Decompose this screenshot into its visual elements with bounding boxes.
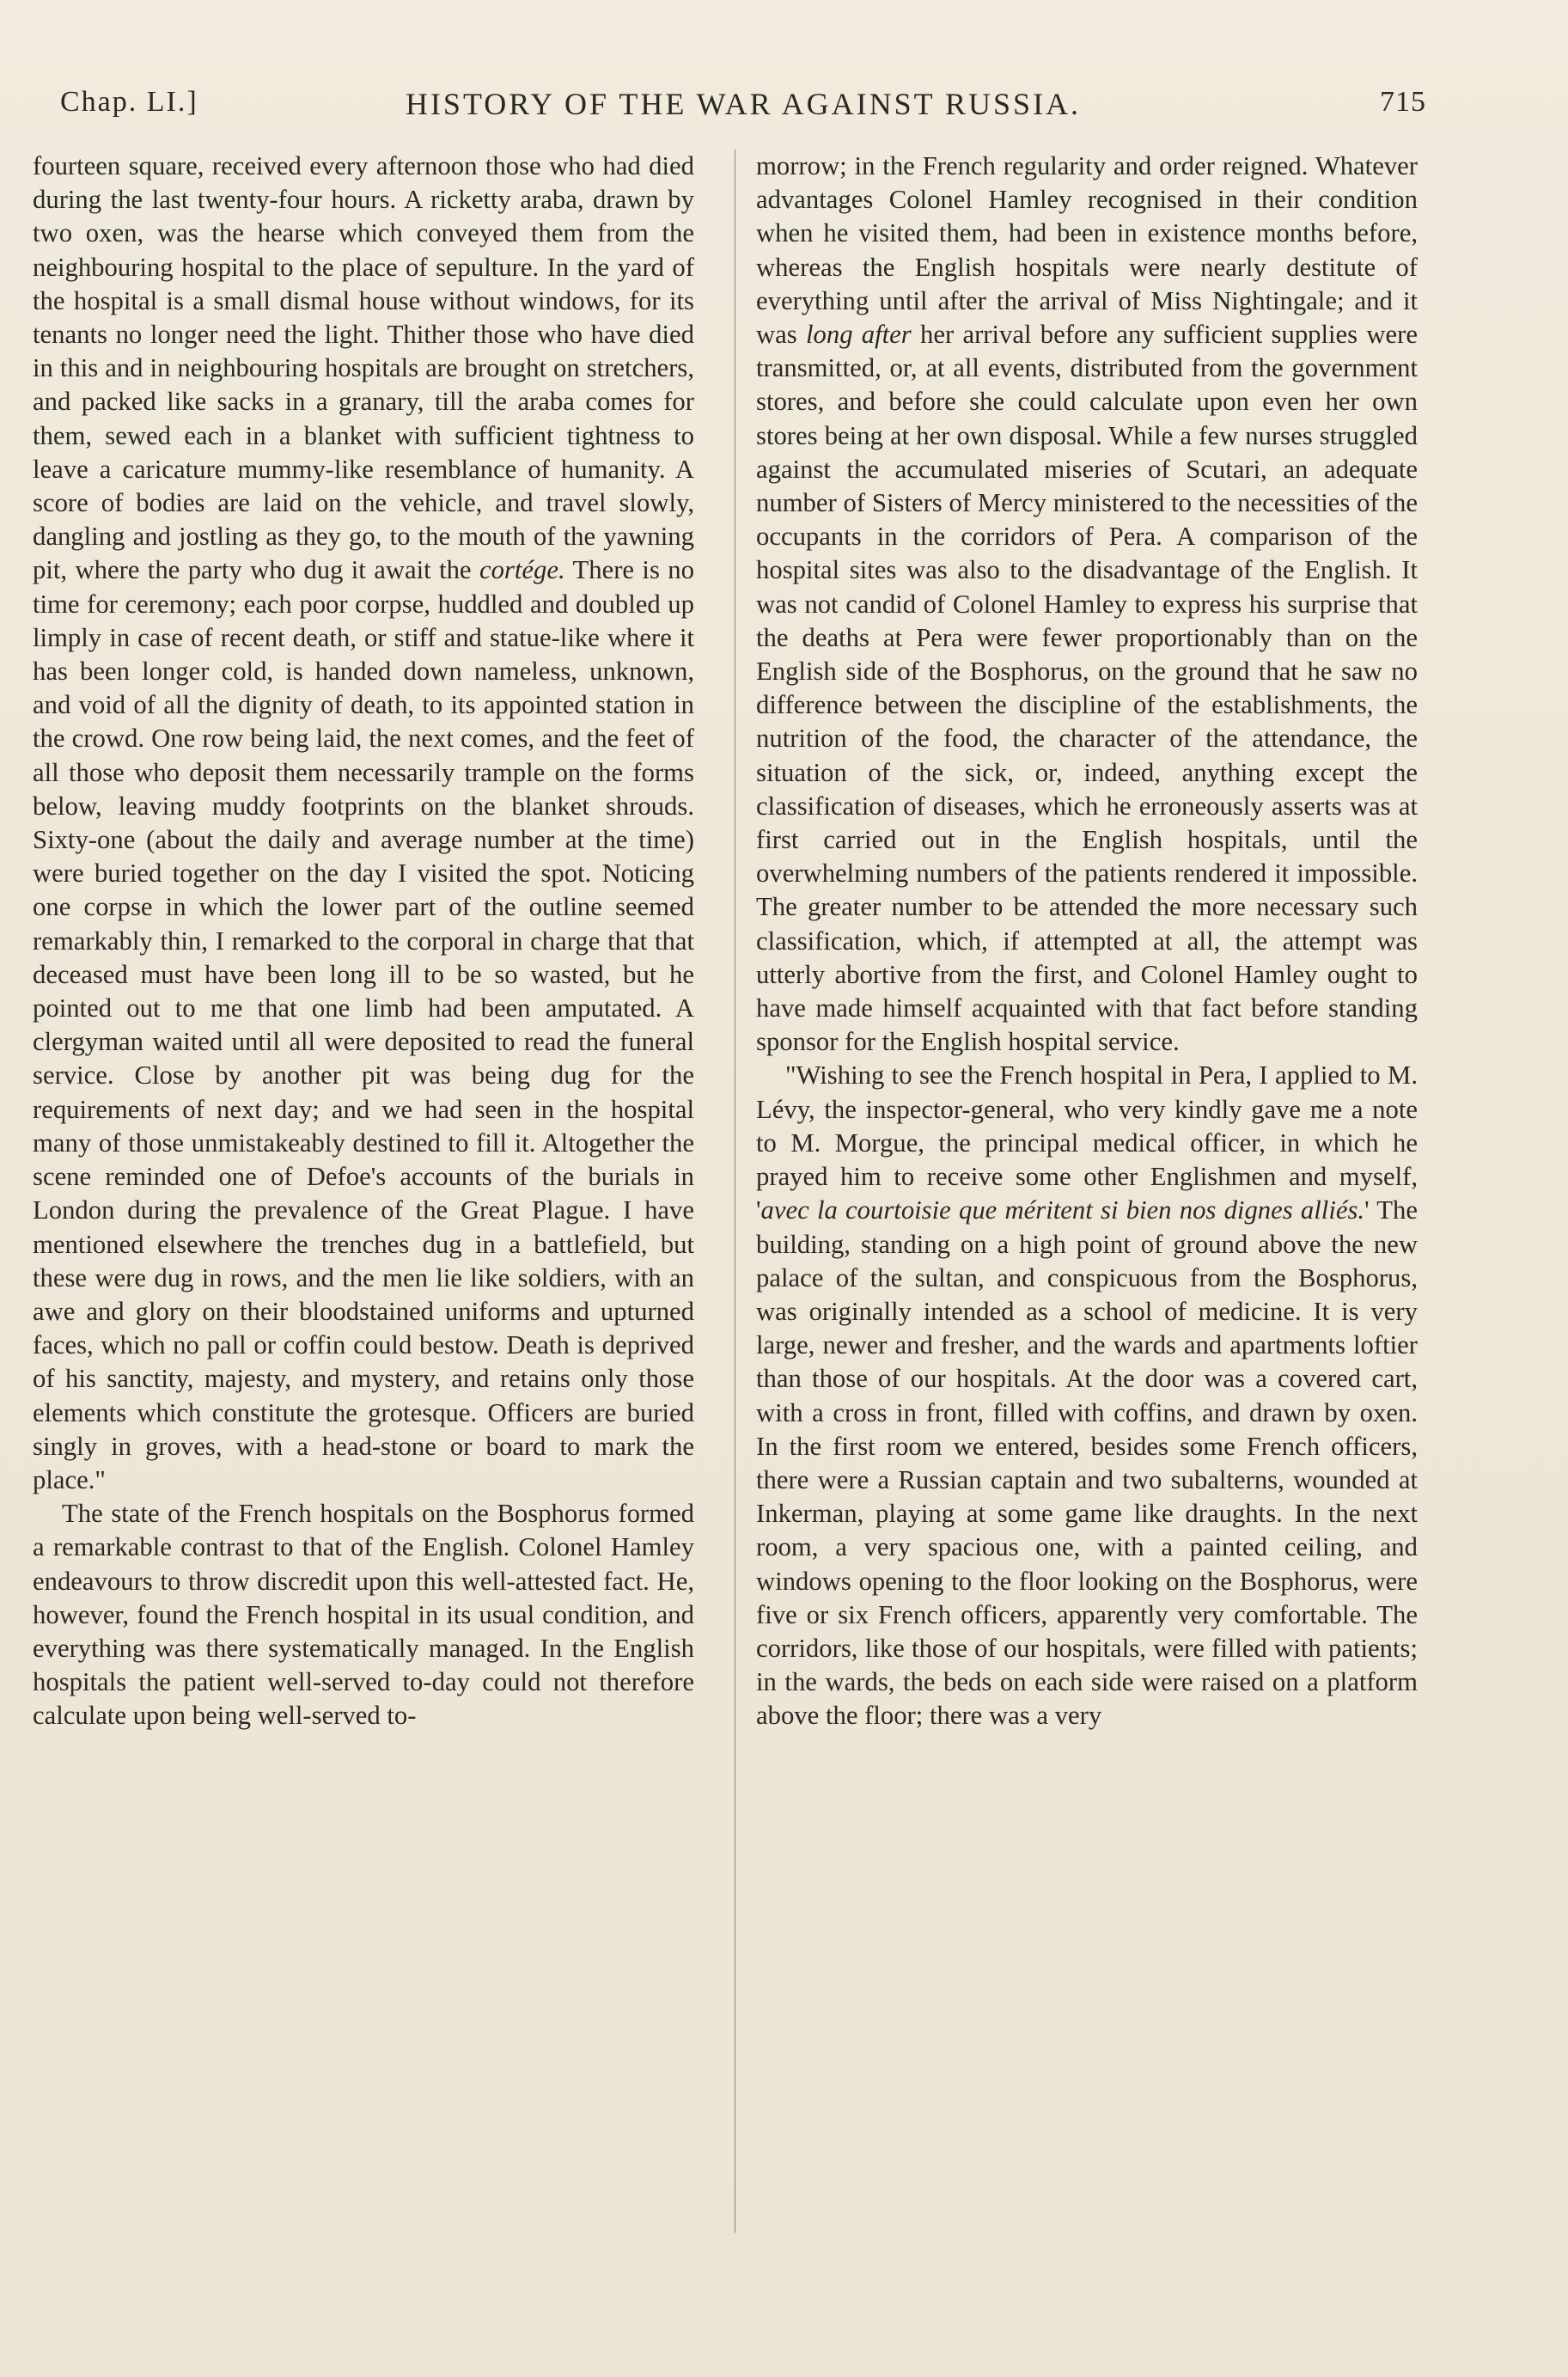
running-head: Chap. LI.]: [60, 86, 198, 118]
paragraph-text: fourteen square, received every afternoon those who had died during the last twenty-four hours. A ricketty araba, drawn by two oxen, was the hearse which conveyed them from the neighbouring hospital to the place of sepulture. In the yard of the hospital is a small dismal house without windows, for its tenants no longer need the light. Thither those who have died in this and in neighbouring hospitals are brought on stretchers, and packed like sacks in a granary, till the araba comes for them, sewed each in a blanket with sufficient tightness to leave a caricature mummy-like resemblance of humanity. A score of bodies are laid on the vehicle, and travel slowly, dangling and jostling as they go, to the mouth of the yawning pit, where the party who dug it await the: [33, 151, 694, 585]
italic-text: long after: [805, 320, 912, 350]
italic-text: avec la courtoisie que méritent si bien nos dignes alliés.: [760, 1195, 1365, 1225]
page-title: HISTORY OF THE WAR AGAINST RUSSIA.: [405, 87, 1082, 121]
paragraph: The state of the French hospitals on the Bosphorus formed a remarkable contrast to that of the English. Colonel Hamley endeavours to throw discredit upon this well-attested fact. He, however, found the French hospital in its usual condition, and everything was there systematically managed. In the English hospitals the patient well-served to-day could not therefore calculate upon being well-served to-: [33, 1499, 694, 1731]
paragraph-text: There is no time for ceremony; each poor corpse, huddled and doubled up limply in case of recent death, or stiff and statue-like where it has been longer cold, is handed down nameless, unknown, and void of all the dignity of death, to its appointed station in the crowd. One row being laid, the next comes, and the feet of all those who deposit them necessarily trample on the forms below, leaving muddy footprints on the blanket shrouds. Sixty-one (about the daily and average number at the time) were buried together on the day I visited the spot. Noticing one corpse in which the lower part of the outline seemed remarkably thin, I remarked to the corporal in charge that that deceased must have been long ill to be so wasted, but he pointed out to me that one limb had been amputated. A clergyman waited until all were deposited to read the funeral service. Close by another pit was being dug for the requirements of next day; and we had seen in the hospital many of those unmistakeably destined to fill it. Altogether the scene reminded one of Defoe's accounts of the burials in London during the prevalence of the Great Plague. I have mentioned elsewhere the trenches dug in a battlefield, but these were dug in rows, and the men lie like soldiers, with an awe and glory on their bloodstained uniforms and upturned faces, which no pall or coffin could bestow. Death is deprived of his sanctity, majesty, and mystery, and retains only those elements which constitute the grotesque. Officers are buried singly in groves, with a head-stone or board to mark the place.": [33, 555, 694, 1494]
paragraph-text: morrow; in the French regularity and order reigned. Whatever advantages Colonel Hamley recognised in their condition when he visited them, had been in existence months before, whereas the English hospitals were nearly destitute of everything until after the arrival of Miss Nightingale; and it was: [756, 151, 1418, 350]
paragraph: [33, 150, 694, 1497]
paragraph: [756, 150, 1418, 1059]
paragraph-text: ' The building, standing on a high point of ground above the new palace of the sultan, and conspicuous from the Bosphorus, was originally intended as a school of medicine. It is very large, newer and fresher, and the wards and apartments loftier than those of our hospitals. At the door was a covered cart, with a cross in front, filled with coffins, and drawn by oxen. In the first room we entered, besides some French officers, there were a Russian captain and two subalterns, wounded at Inkerman, playing at some game like draughts. In the next room, a very spacious one, with a painted ceiling, and windows opening to the floor looking on the Bosphorus, were five or six French officers, apparently very comfortable. The corridors, like those of our hospitals, were filled with patients; in the wards, the beds on each side were raised on a platform above the floor; there was a very: [756, 1195, 1418, 1731]
left-column: [33, 150, 694, 2229]
paragraph-text: her arrival before any sufficient supplies were transmitted, or, at all events, distributed from the government stores, and before she could calculate upon even her own stores being at her own disposal. While a few nurses struggled against the accumulated miseries of Scutari, an adequate number of Sisters of Mercy ministered to the necessities of the occupants in the corridors of Pera. A comparison of the hospital sites was also to the disadvantage of the English. It was not candid of Colonel Hamley to express his surprise that the deaths at Pera were fewer proportionably than on the English side of the Bosphorus, on the ground that he saw no difference between the discipline of the establishments, the nutrition of the food, the character of the attendance, the situation of the sick, or, indeed, anything except the classification of diseases, which he erroneously asserts was at first carried out in the English hospitals, until the overwhelming numbers of the patients rendered it impossible. The greater number to be attended the more necessary such classification, which, if attempted at all, the attempt was utterly abortive from the first, and Colonel Hamley ought to have made himself acquainted with that fact before standing sponsor for the English hospital service.: [756, 320, 1418, 1057]
page-header: [60, 86, 1426, 137]
right-column: [756, 150, 1418, 2229]
paragraph-text: "Wishing to see the French hospital in Pera, I applied to M. Lévy, the inspector-general, who very kindly gave me a note to M. Morgue, the principal medical officer, in which he prayed him to receive some other Englishmen and myself, ': [756, 1060, 1418, 1225]
page-number: 715: [1380, 86, 1426, 118]
paragraph: [756, 1059, 1418, 1732]
italic-text: cortége.: [479, 555, 565, 585]
